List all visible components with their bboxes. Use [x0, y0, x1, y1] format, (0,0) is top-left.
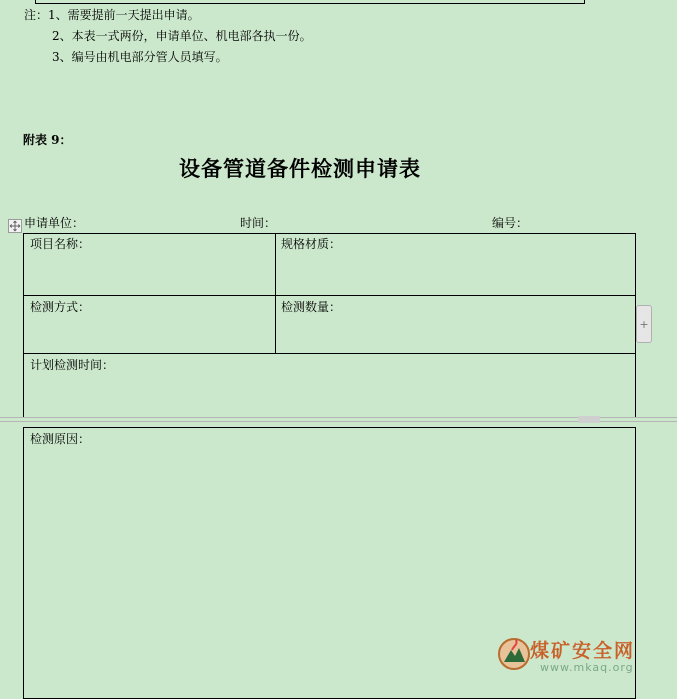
- time-label: 时间：: [240, 216, 277, 230]
- page-break-marker: [578, 416, 600, 423]
- table-move-handle-icon[interactable]: [8, 219, 22, 233]
- project-name-cell[interactable]: 项目名称：: [30, 237, 91, 251]
- column-divider: [275, 233, 276, 354]
- row-divider: [23, 295, 635, 296]
- form-table-upper: [23, 233, 636, 418]
- spec-material-cell[interactable]: 规格材质：: [281, 237, 342, 251]
- form-title: 设备管道备件检测申请表: [179, 156, 421, 181]
- note-line-1: 注：1、需要提前一天提出申请。: [24, 8, 200, 22]
- applicant-unit-label: 申请单位：: [24, 216, 85, 230]
- page-break-line: [0, 417, 677, 418]
- row-divider: [23, 353, 635, 354]
- serial-number-label: 编号：: [492, 216, 529, 230]
- mine-safety-logo-icon: [498, 636, 530, 672]
- previous-table-bottom: [35, 0, 585, 4]
- watermark-site-name: 煤矿安全网: [530, 640, 636, 662]
- appendix-label: 附表 9：: [23, 133, 72, 147]
- test-reason-cell[interactable]: 检测原因：: [30, 432, 91, 446]
- test-method-cell[interactable]: 检测方式：: [30, 300, 91, 314]
- note-line-3: 3、编号由机电部分管人员填写。: [52, 50, 228, 64]
- planned-test-time-cell[interactable]: 计划检测时间：: [30, 358, 115, 372]
- note-line-2: 2、本表一式两份，申请单位、机电部各执一份。: [52, 29, 312, 43]
- plus-icon: +: [639, 317, 649, 331]
- page-break-line: [0, 421, 677, 422]
- test-quantity-cell[interactable]: 检测数量：: [281, 300, 342, 314]
- add-row-button[interactable]: [636, 305, 652, 343]
- watermark-url: www.mkaq.org: [540, 661, 634, 674]
